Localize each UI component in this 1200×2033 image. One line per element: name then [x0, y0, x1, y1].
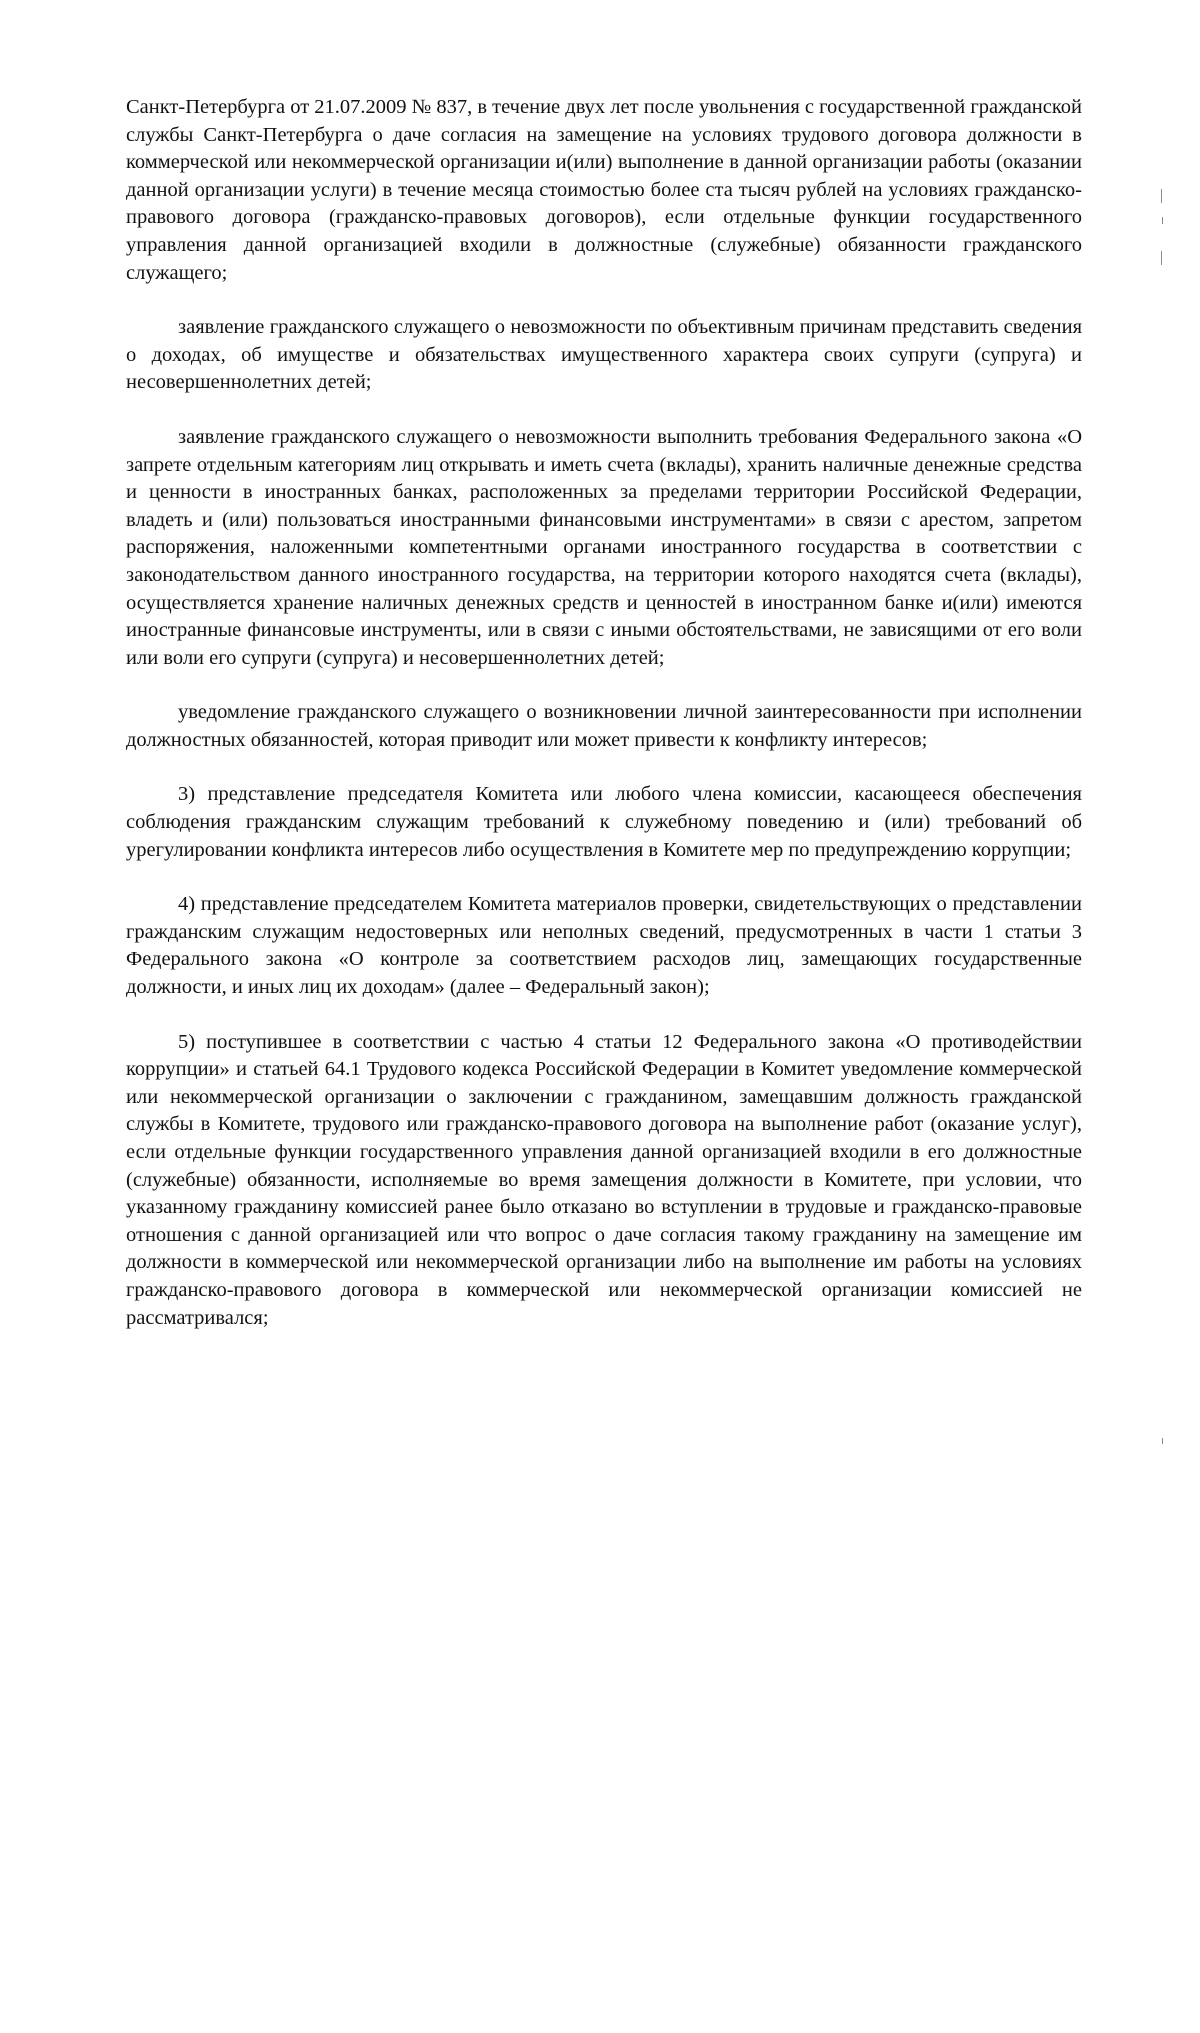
scan-artifact-mark	[1161, 189, 1162, 203]
scan-artifact-mark	[1161, 251, 1162, 265]
paragraph-item-5: 5) поступившее в соответствии с частью 4 статьи 12 Федерального закона «О противодействии коррупции» и статьей 64.1 Трудового кодекса Российской Федерации в Комитет уведомление коммерческой или некоммерческой организации о заключении с гражданином, замещавшим должность гражданской службы в Комитете, трудового или гражданско-правового договора на выполнение работ (оказание услуг), если отдельные функции государственного управления данной организацией входили в его должностные (служебные) обязанности, исполняемые во время замещения должности в Комитете, при условии, что указанному гражданину комиссией ранее было отказано во вступлении в трудовые и гражданско-правовые отношения с данной организацией или что вопрос о даче согласия такому гражданину на замещение им должности в коммерческой или некоммерческой организации либо на выполнение им работы на условиях гражданско-правового договора в коммерческой или некоммерческой организации комиссией не рассматривался;	[126, 1030, 1082, 1329]
paragraph-income-statement-impossibility: заявление гражданского служащего о невозможности по объективным причинам представить сведения о доходах, об имуществе и обязательствах имущественного характера своих супруги (супруга) и несовершеннолетних детей;	[126, 316, 1082, 394]
paragraph-conflict-of-interest-notice: уведомление гражданского служащего о возникновении личной заинтересованности при исполнении должностных обязанностей, которая приводит или может привести к конфликту интересов;	[126, 701, 1082, 751]
scan-artifact-mark	[1162, 1438, 1163, 1444]
scan-artifact-mark	[1162, 217, 1163, 224]
paragraph-item-3: 3) представление председателя Комитета или любого члена комиссии, касающееся обеспечения соблюдения гражданским служащим требований к служебному поведению и (или) требований об урегулировании конфликта интересов либо осуществления в Комитете мер по предупреждению коррупции;	[126, 783, 1082, 861]
paragraph-foreign-accounts-statement: заявление гражданского служащего о невозможности выполнить требования Федерального закона «О запрете отдельным категориям лиц открывать и иметь счета (вклады), хранить наличные денежные средства и ценности в иностранных банках, расположенных за пределами территории Российской Федерации, владеть и (или) пользоваться иностранными финансовыми инструментами» в связи с арестом, запретом распоряжения, наложенными компетентными органами иностранного государства в соответствии с законодательством данного иностранного государства, на территории которого находятся счета (вклады), осуществляется хранение наличных денежных средств и ценностей в иностранном банке и(или) имеются иностранные финансовые инструменты, или в связи с иными обстоятельствами, не зависящими от его воли или воли его супруги (супруга) и несовершеннолетних детей;	[126, 425, 1082, 669]
paragraph-continuation: Санкт-Петербурга от 21.07.2009 № 837, в течение двух лет после увольнения с государственной гражданской службы Санкт-Петербурга о даче согласия на замещение на условиях трудового договора должности в коммерческой или некоммерческой организации и(или) выполнение в данной организации работы (оказании данной организации услуги) в течение месяца стоимостью более ста тысяч рублей на условиях гражданско-правового договора (гражданско-правовых договоров), если отдельные функции государственного управления данной организацией входили в должностные (служебные) обязанности гражданского служащего;	[126, 96, 1083, 284]
document-body	[126, 94, 1082, 1332]
paragraph-item-4: 4) представление председателем Комитета материалов проверки, свидетельствующих о представлении гражданским служащим недостоверных или неполных сведений, предусмотренных в части 1 статьи 3 Федерального закона «О контроле за соответствием расходов лиц, замещающих государственные должности, и иных лиц их доходам» (далее – Федеральный закон);	[126, 893, 1082, 999]
